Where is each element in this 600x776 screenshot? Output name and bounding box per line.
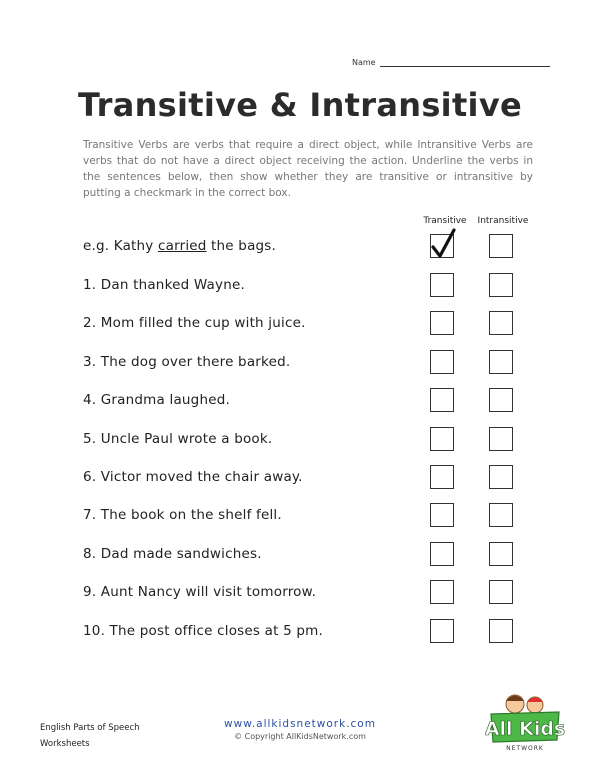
transitive-checkbox[interactable] — [430, 350, 454, 374]
intransitive-checkbox[interactable] — [489, 619, 513, 643]
name-label: Name — [352, 58, 376, 67]
footer-info — [200, 718, 400, 741]
sentence-text: 4. Grandma laughed. — [83, 392, 230, 409]
sentence-text: 9. Aunt Nancy will visit tomorrow. — [83, 584, 317, 601]
sentence-text: 10. The post office closes at 5 pm. — [83, 622, 323, 639]
sentence-text: 1. Dan thanked Wayne. — [83, 277, 245, 293]
transitive-checkbox[interactable] — [430, 580, 454, 604]
sentence-text: 6. Victor moved the chair away. — [83, 469, 303, 485]
sentence-text: 3. The dog over there barked. — [83, 353, 291, 370]
column-header-intransitive: Intransitive — [477, 216, 529, 226]
example-sentence — [83, 238, 276, 254]
copyright: © Copyright AllKidsNetwork.com — [234, 732, 366, 741]
footer-category-line2: Worksheets — [40, 739, 90, 749]
transitive-checkbox[interactable] — [430, 503, 454, 527]
example-row — [83, 234, 523, 262]
transitive-checkbox[interactable] — [430, 542, 454, 566]
sentence-row — [83, 388, 523, 416]
sentence-row — [83, 350, 523, 378]
column-header-transitive: Transitive — [423, 216, 467, 226]
name-line[interactable] — [380, 58, 550, 67]
logo-text: All Kids — [485, 718, 565, 740]
intransitive-checkbox[interactable] — [489, 580, 513, 604]
intransitive-checkbox[interactable] — [489, 388, 513, 412]
example-verb: carried — [157, 238, 207, 254]
example-intransitive-checkbox[interactable] — [489, 234, 513, 258]
intransitive-checkbox[interactable] — [489, 311, 513, 335]
sentence-text: 8. Dad made sandwiches. — [83, 545, 262, 562]
intransitive-checkbox[interactable] — [489, 542, 513, 566]
sentence-row — [83, 311, 523, 339]
sentence-row — [83, 427, 523, 455]
sentence-row — [83, 503, 523, 531]
logo-subtext: NETWORK — [506, 745, 544, 752]
transitive-checkbox[interactable] — [430, 388, 454, 412]
sentence-row — [83, 465, 523, 493]
intransitive-checkbox[interactable] — [489, 273, 513, 297]
sentence-row — [83, 542, 523, 570]
transitive-checkbox[interactable] — [430, 311, 454, 335]
name-field — [352, 58, 550, 67]
all-kids-network-logo — [485, 688, 565, 754]
sentence-text: 2. Mom filled the cup with juice. — [83, 315, 306, 332]
footer-category — [40, 720, 140, 752]
sentence-row — [83, 619, 523, 647]
transitive-checkbox[interactable] — [430, 273, 454, 297]
sentence-row — [83, 580, 523, 608]
intransitive-checkbox[interactable] — [489, 465, 513, 489]
example-transitive-checkbox[interactable] — [430, 234, 454, 258]
footer-category-line1: English Parts of Speech — [40, 723, 140, 733]
sentence-text: 7. The book on the shelf fell. — [83, 507, 282, 524]
sentence-text: 5. Uncle Paul wrote a book. — [83, 430, 273, 447]
intransitive-checkbox[interactable] — [489, 503, 513, 527]
transitive-checkbox[interactable] — [430, 427, 454, 451]
transitive-checkbox[interactable] — [430, 465, 454, 489]
intransitive-checkbox[interactable] — [489, 427, 513, 451]
intransitive-checkbox[interactable] — [489, 350, 513, 374]
sentence-row — [83, 273, 523, 301]
transitive-checkbox[interactable] — [430, 619, 454, 643]
instructions: Transitive Verbs are verbs that require a direct object, while Intransitive Verbs are verbs that do not have a direct object receiving the action. Underline the verbs in the sentences below, then show whether they are transitive or intransitive by putting a checkmark in the correct box. — [83, 139, 533, 199]
worksheet-title: Transitive & Intransitive — [78, 86, 522, 124]
example-text-after: the bags. — [206, 238, 277, 254]
example-text-before: e.g. Kathy — [83, 238, 158, 254]
website-link[interactable]: www.allkidsnetwork.com — [224, 718, 376, 730]
checkmark-icon — [429, 227, 457, 261]
